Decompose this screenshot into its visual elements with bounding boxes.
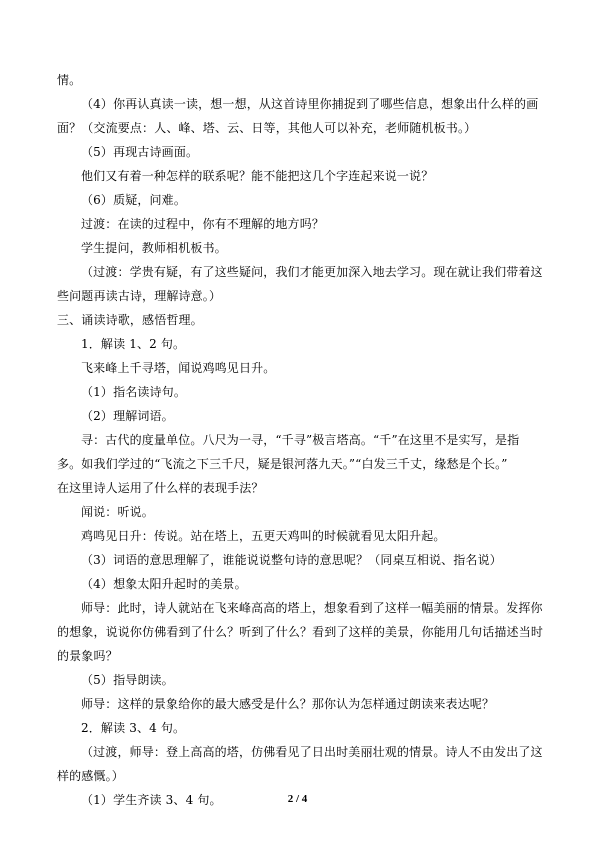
- text-line: 些问题再读古诗，理解诗意。）: [57, 289, 222, 303]
- text-line: 过渡：在读的过程中，你有不理解的地方吗？: [81, 217, 325, 231]
- text-line: 他们又有着一种怎样的联系呢？能不能把这几个字连起来说一说？: [81, 169, 434, 183]
- text-line: （过渡：学贵有疑，有了这些疑问，我们才能更加深入地去学习。现在就让我们带着这: [81, 265, 543, 279]
- text-line: （6）质疑，问难。: [81, 193, 186, 207]
- text-line: 学生提问，教师相机板书。: [81, 241, 227, 255]
- text-line: 1．解读 1、2 句。: [81, 337, 186, 351]
- text-line: 样的感慨。）: [57, 769, 124, 783]
- text-line: （5）指导朗读。: [81, 673, 174, 687]
- text-line: 在这里诗人运用了什么样的表现手法？: [57, 481, 264, 495]
- text-line: 多。如我们学过的“飞流之下三千尺，疑是银河落九天。”“白发三千丈，缘愁是个长。”: [57, 457, 508, 471]
- text-line: 寻：古代的度量单位。八尺为一寻，“千寻”极言塔高。“千”在这里不是实写，是指: [81, 433, 520, 447]
- text-line: 2．解读 3、4 句。: [81, 721, 186, 735]
- text-line: 闻说：听说。: [81, 505, 154, 519]
- text-line: 的景象吗？: [57, 649, 118, 663]
- text-line: （过渡，师导：登上高高的塔，仿佛看见了日出时美丽壮观的情景。诗人不由发出了这: [81, 745, 543, 759]
- text-line: 师导：此时，诗人就站在飞来峰高高的塔上，想象看到了这样一幅美丽的情景。发挥你: [81, 601, 543, 615]
- text-line: 飞来峰上千寻塔，闻说鸡鸣见日升。: [81, 361, 276, 375]
- text-line: （1）指名读诗句。: [81, 385, 186, 399]
- page-number: 2 / 4: [287, 793, 308, 805]
- document-body: [57, 68, 544, 812]
- text-line: 三、诵读诗歌，感悟哲理。: [57, 313, 203, 327]
- text-line: 鸡鸣见日升：传说。站在塔上，五更天鸡叫的时候就看见太阳升起。: [81, 529, 446, 543]
- text-line: （1）学生齐读 3、4 句。: [81, 793, 222, 807]
- text-line: 情。: [57, 73, 82, 87]
- text-line: （5）再现古诗画面。: [81, 145, 199, 159]
- text-line: 面？（交流要点：人、峰、塔、云、日等，其他人可以补充，老师随机板书。）: [57, 121, 477, 135]
- text-line: （4）想象太阳升起时的美景。: [81, 577, 247, 591]
- text-line: （4）你再认真读一读，想一想，从这首诗里你捕捉到了哪些信息，想象出什么样的画: [81, 97, 539, 111]
- text-line: （2）理解词语。: [81, 409, 174, 423]
- text-line: 师导：这样的景象给你的最大感受是什么？那你认为怎样通过朗读来表达呢？: [81, 697, 495, 711]
- text-line: （3）词语的意思理解了，谁能说说整句诗的意思呢？（同桌互相说、指名说）: [81, 553, 502, 567]
- text-line: 的想象，说说你仿佛看到了什么？听到了什么？看到了这样的美景，你能用几句话描述当时: [57, 625, 544, 639]
